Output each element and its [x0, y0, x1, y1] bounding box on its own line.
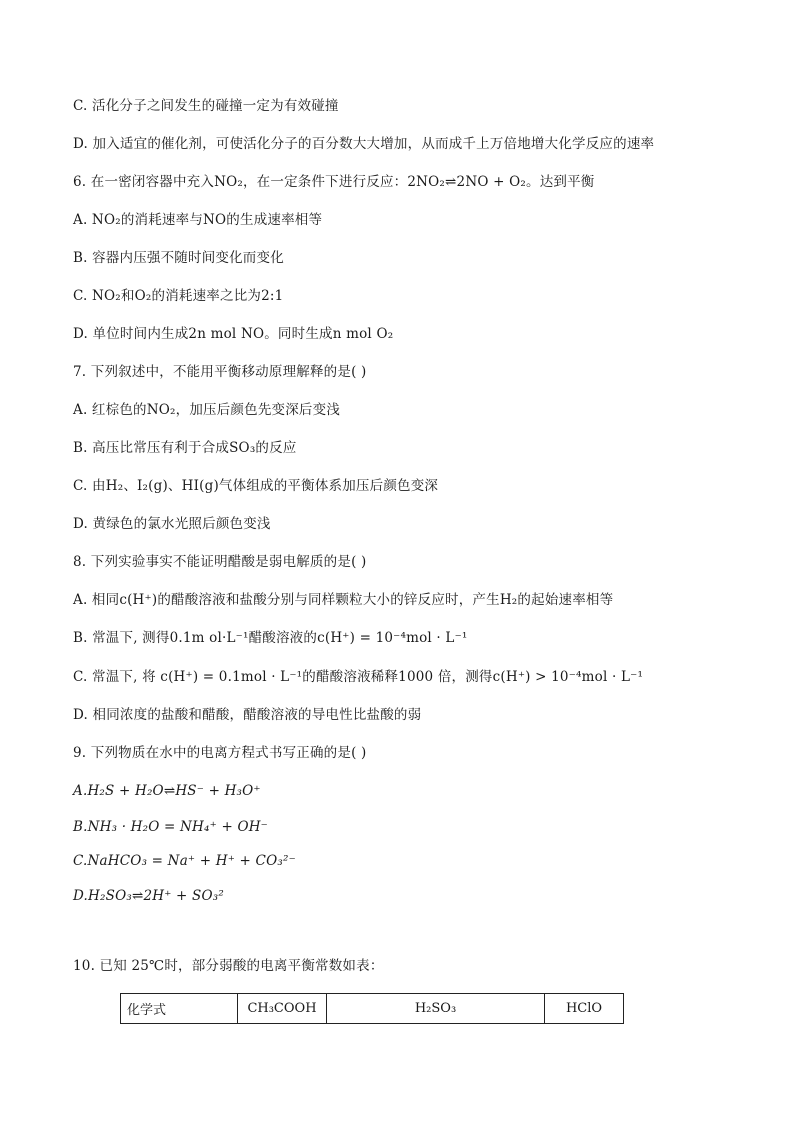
- q6-option-c: C. NO₂和O₂的消耗速率之比为2:1: [73, 288, 284, 304]
- q7-option-c: C. 由H₂、I₂(g)、HI(g)气体组成的平衡体系加压后颜色变深: [73, 478, 439, 494]
- q8-stem: 8. 下列实验事实不能证明醋酸是弱电解质的是( ): [73, 554, 367, 570]
- table-header-ch3cooh: CH₃COOH: [238, 994, 327, 1024]
- q8-option-c: C. 常温下, 将 c(H⁺) = 0.1mol · L⁻¹的醋酸溶液稀释1000 倍，测得c(H⁺) > 10⁻⁴mol · L⁻¹: [73, 669, 644, 685]
- q9-option-d: D.H₂SO₃⇌2H⁺ + SO₃²: [73, 888, 224, 904]
- q5-option-d: D. 加入适宜的催化剂，可使活化分子的百分数大大增加，从而成千上万倍地增大化学反应的速率: [73, 136, 655, 152]
- q9-option-c: C.NaHCO₃ = Na⁺ + H⁺ + CO₃²⁻: [73, 853, 296, 869]
- q8-option-b: B. 常温下, 测得0.1m ol·L⁻¹醋酸溶液的c(H⁺) = 10⁻⁴mol · L⁻¹: [73, 630, 468, 646]
- q8-option-d: D. 相同浓度的盐酸和醋酸，醋酸溶液的导电性比盐酸的弱: [73, 707, 422, 723]
- table-header-h2so3: H₂SO₃: [327, 994, 545, 1024]
- q6-option-a: A. NO₂的消耗速率与NO的生成速率相等: [73, 212, 323, 228]
- q7-option-d: D. 黄绿色的氯水光照后颜色变浅: [73, 516, 271, 532]
- table-row: [121, 994, 624, 1024]
- q10-stem: 10. 已知 25℃时，部分弱酸的电离平衡常数如表：: [73, 958, 384, 974]
- q9-option-b: B.NH₃ · H₂O = NH₄⁺ + OH⁻: [73, 819, 269, 835]
- q6-option-d: D. 单位时间内生成2n mol NO。同时生成n mol O₂: [73, 326, 394, 342]
- q7-option-b: B. 高压比常压有利于合成SO₃的反应: [73, 440, 297, 456]
- q7-option-a: A. 红棕色的NO₂，加压后颜色先变深后变浅: [73, 402, 341, 418]
- table-header-formula: 化学式: [121, 994, 238, 1024]
- q9-stem: 9. 下列物质在水中的电离方程式书写正确的是( ): [73, 745, 367, 761]
- q5-option-c: C. 活化分子之间发生的碰撞一定为有效碰撞: [73, 98, 339, 114]
- q6-option-b: B. 容器内压强不随时间变化而变化: [73, 250, 284, 266]
- table-header-hclo: HClO: [545, 994, 624, 1024]
- q7-stem: 7. 下列叙述中，不能用平衡移动原理解释的是( ): [73, 364, 367, 380]
- q9-option-a: A.H₂S + H₂O⇌HS⁻ + H₃O⁺: [73, 783, 261, 799]
- ionization-constant-table: [120, 993, 624, 1024]
- q6-stem: 6. 在一密闭容器中充入NO₂，在一定条件下进行反应：2NO₂⇌2NO + O₂。达到平衡: [73, 174, 595, 190]
- q8-option-a: A. 相同c(H⁺)的醋酸溶液和盐酸分别与同样颗粒大小的锌反应时，产生H₂的起始速率相等: [73, 592, 614, 608]
